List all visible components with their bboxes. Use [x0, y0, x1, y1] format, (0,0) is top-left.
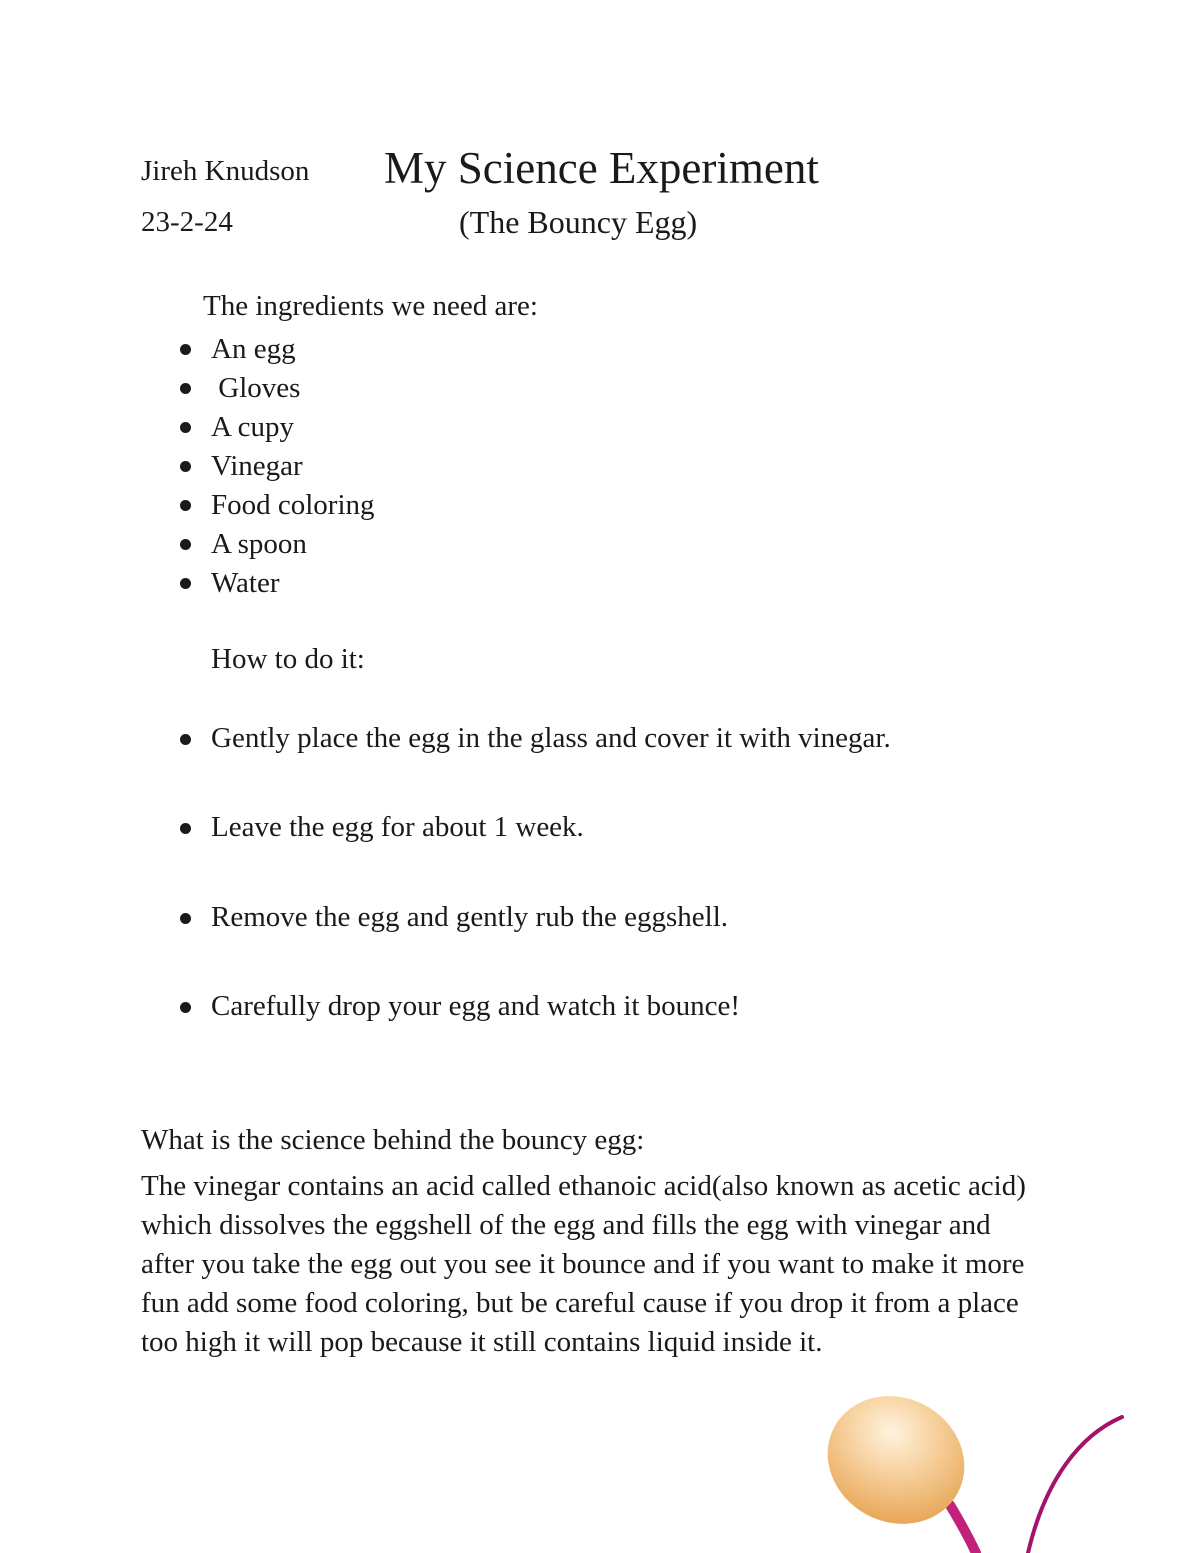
ingredients-list: [178, 331, 375, 604]
list-item: [178, 370, 375, 409]
list-item: [178, 988, 891, 1077]
list-item: [178, 720, 891, 809]
science-question: What is the science behind the bouncy egg:: [141, 1124, 645, 1156]
bullet-icon: [180, 823, 191, 834]
list-item: [178, 809, 891, 898]
ingredient-label: A spoon: [211, 528, 307, 560]
bullet-icon: [180, 422, 191, 433]
step-text: Leave the egg for about 1 week.: [211, 811, 584, 844]
document-date: 23-2-24: [141, 206, 233, 238]
step-text: Carefully drop your egg and watch it bounce!: [211, 989, 741, 1022]
bullet-icon: [180, 1002, 191, 1013]
author-name: Jireh Knudson: [141, 155, 310, 187]
step-text: Gently place the egg in the glass and cover it with vinegar.: [211, 722, 891, 754]
ingredient-label: Gloves: [211, 372, 301, 404]
ingredient-label: An egg: [211, 333, 296, 365]
page-title: My Science Experiment: [384, 143, 819, 193]
bullet-icon: [180, 461, 191, 472]
list-item: [178, 409, 375, 448]
bullet-icon: [180, 913, 191, 924]
list-item: [178, 487, 375, 526]
ingredient-label: A cupy: [211, 411, 294, 443]
bullet-icon: [180, 539, 191, 550]
list-item: [178, 448, 375, 487]
list-item: [178, 899, 891, 988]
science-explanation: The vinegar contains an acid called ethanoic acid(also known as acetic acid) which dissolves the eggshell of the egg and fills the egg with vinegar and after you take the egg out you see it bounce and if you want to make it more fun add some food coloring, but be careful cause if you drop it from a place too high it will pop because it still contains liquid inside it.: [141, 1170, 1026, 1358]
egg-illustration: [800, 1385, 1200, 1553]
ingredient-label: Water: [211, 567, 280, 599]
instructions-heading: How to do it:: [211, 643, 365, 675]
bullet-icon: [180, 383, 191, 394]
bullet-icon: [180, 500, 191, 511]
magenta-stem-icon: [950, 1505, 976, 1553]
bullet-icon: [180, 734, 191, 745]
magenta-curve-icon: [1028, 1417, 1122, 1553]
bullet-icon: [180, 344, 191, 355]
instructions-list: [178, 720, 891, 1077]
ingredient-label: Vinegar: [211, 450, 303, 482]
bullet-icon: [180, 578, 191, 589]
step-text: Remove the egg and gently rub the eggshell.: [211, 900, 729, 933]
page-subtitle: (The Bouncy Egg): [459, 204, 698, 240]
ingredient-label: Food coloring: [211, 489, 375, 521]
list-item: [178, 331, 375, 370]
ingredients-heading: The ingredients we need are:: [203, 290, 538, 322]
list-item: [178, 565, 375, 604]
list-item: [178, 526, 375, 565]
